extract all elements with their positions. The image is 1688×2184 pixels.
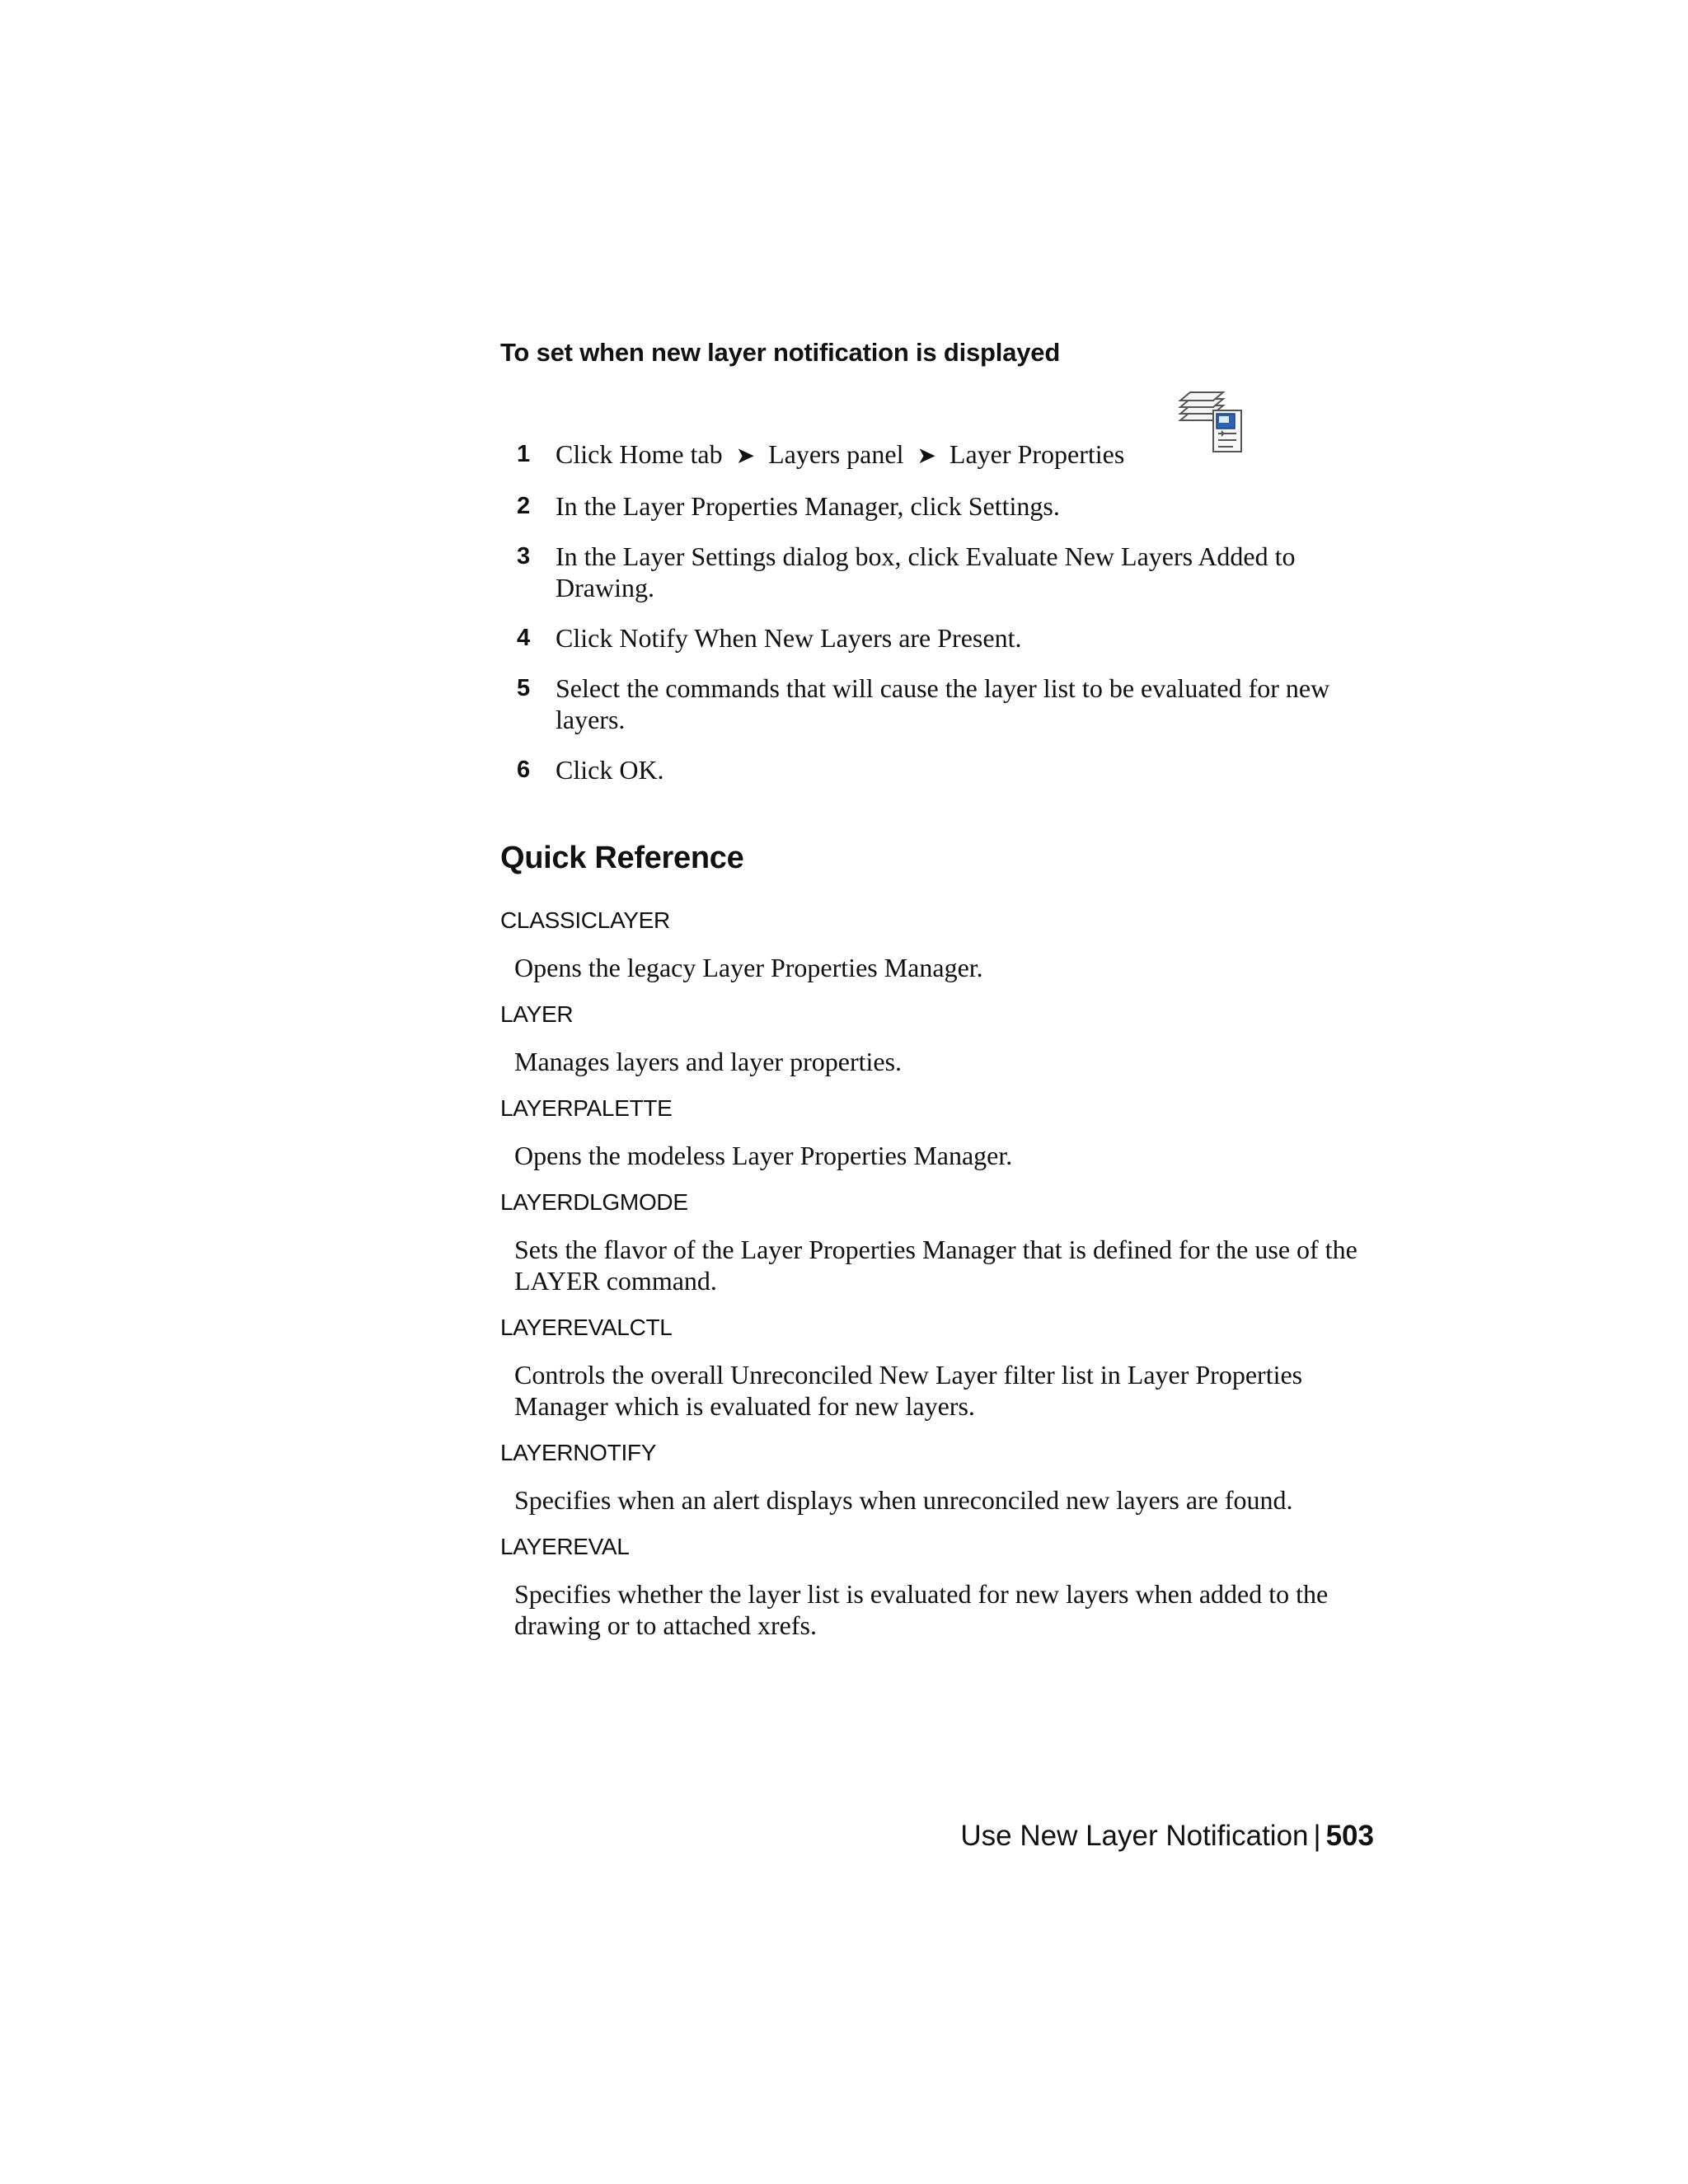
page-footer <box>960 1820 1374 1853</box>
footer-section-title: Use New Layer Notification <box>960 1820 1309 1852</box>
step-text: Click Notify When New Layers are Present. <box>556 623 1022 653</box>
step-text <box>556 438 1374 471</box>
command-description: Opens the legacy Layer Properties Manager. <box>514 953 983 982</box>
ribbon-path-layers-panel: Layers panel <box>768 439 904 469</box>
ribbon-path-layer-properties: Layer Properties <box>949 439 1125 469</box>
command-description: Opens the modeless Layer Properties Manager. <box>514 1141 1013 1170</box>
step-number: 4 <box>517 625 531 651</box>
page-content <box>500 338 1374 1641</box>
step-4 <box>500 622 1374 654</box>
arrow-icon: ➤ <box>917 442 936 469</box>
step-number: 1 <box>517 441 531 467</box>
step-3 <box>500 541 1374 603</box>
command-description: Controls the overall Unreconciled New Layer filter list in Layer Properties Manager which is evaluated for new layers. <box>514 1360 1303 1421</box>
procedure-steps <box>500 438 1374 785</box>
layer-properties-icon <box>1172 382 1248 458</box>
step-5 <box>500 673 1374 735</box>
command-term: LAYERPALETTE <box>500 1095 673 1121</box>
page-number: 503 <box>1325 1820 1374 1852</box>
procedure-title: To set when new layer notification is displayed <box>500 338 1061 367</box>
step-text: Click OK. <box>556 755 664 785</box>
footer-separator: | <box>1313 1820 1321 1852</box>
step-number: 6 <box>517 757 531 783</box>
step-text: In the Layer Properties Manager, click Settings. <box>556 491 1060 521</box>
step-text: Select the commands that will cause the layer list to be evaluated for new layers. <box>556 673 1330 734</box>
command-term: CLASSICLAYER <box>500 907 670 933</box>
command-term: LAYERNOTIFY <box>500 1440 657 1465</box>
ribbon-path-home-tab: Click Home tab <box>556 439 723 469</box>
quick-reference-heading: Quick Reference <box>500 841 744 875</box>
command-term: LAYEREVAL <box>500 1534 630 1559</box>
command-description: Specifies when an alert displays when unreconciled new layers are found. <box>514 1485 1293 1515</box>
step-6 <box>500 754 1374 785</box>
command-description: Manages layers and layer properties. <box>514 1047 903 1076</box>
arrow-icon: ➤ <box>735 442 756 469</box>
command-description: Specifies whether the layer list is evaluated for new layers when added to the drawing or to attached xrefs. <box>514 1579 1329 1640</box>
command-term: LAYERDLGMODE <box>500 1189 688 1215</box>
command-term: LAYEREVALCTL <box>500 1315 673 1340</box>
step-text: In the Layer Settings dialog box, click Evaluate New Layers Added to Drawing. <box>556 541 1296 602</box>
command-term: LAYER <box>500 1001 574 1027</box>
quick-reference-list <box>500 907 1374 1641</box>
step-1 <box>500 438 1374 471</box>
step-number: 2 <box>517 493 531 519</box>
step-number: 5 <box>517 675 531 701</box>
step-number: 3 <box>517 543 531 569</box>
step-2 <box>500 490 1374 522</box>
command-description: Sets the flavor of the Layer Properties Manager that is defined for the use of the LAYER command. <box>514 1235 1357 1296</box>
